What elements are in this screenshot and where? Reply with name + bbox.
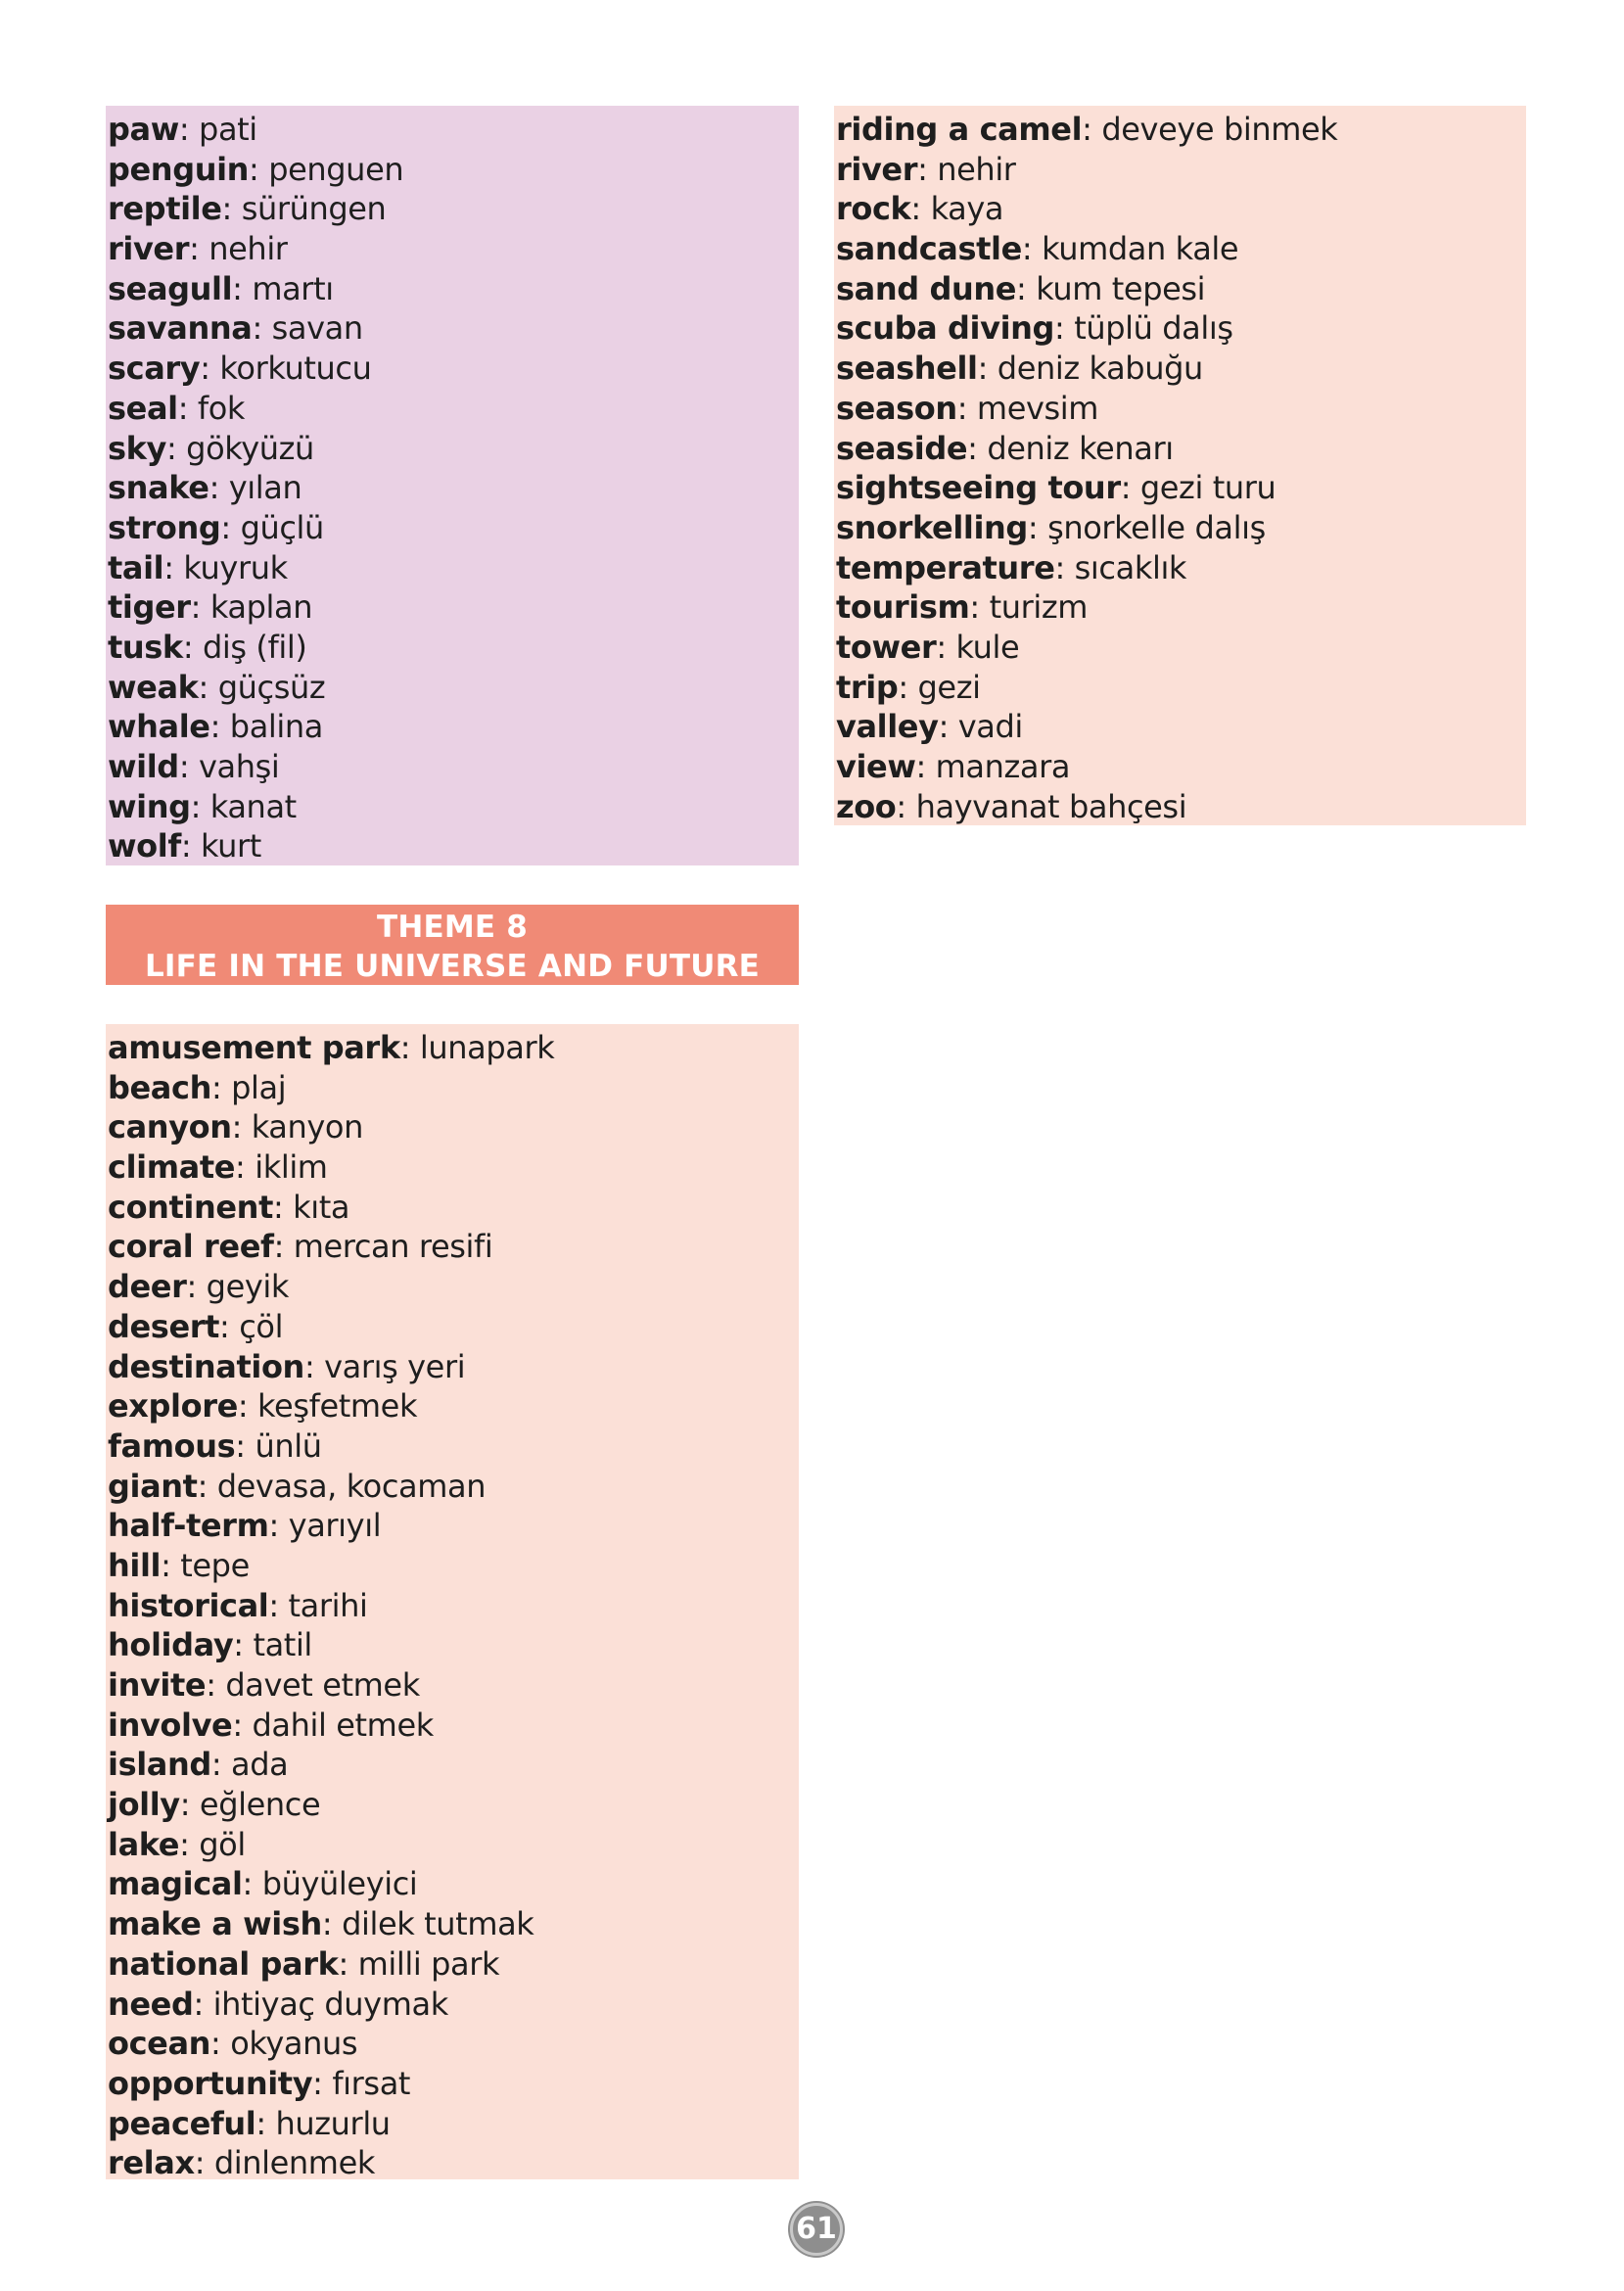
vocab-term: need xyxy=(108,1985,194,2023)
vocab-term: peaceful xyxy=(108,2104,256,2142)
vocab-term: wing xyxy=(108,787,191,825)
vocab-entry: involve: dahil etmek xyxy=(108,1706,434,1744)
vocab-entry: seashell: deniz kabuğu xyxy=(836,350,1203,388)
vocab-meaning: dilek tutmak xyxy=(342,1905,534,1943)
vocab-entry: canyon: kanyon xyxy=(108,1108,363,1146)
vocab-entry: tourism: turizm xyxy=(836,588,1089,627)
vocab-entry: explore: keşfetmek xyxy=(108,1387,418,1426)
vocab-entry: sandcastle: kumdan kale xyxy=(836,230,1239,268)
vocab-entry: weak: güçsüz xyxy=(108,668,326,706)
vocab-entry: destination: varış yeri xyxy=(108,1347,466,1385)
vocab-meaning: yılan xyxy=(228,469,302,507)
vocab-term: sightseeing tour xyxy=(836,469,1121,507)
vocab-entry: strong: güçlü xyxy=(108,508,324,546)
vocab-term: whale xyxy=(108,708,210,746)
vocab-meaning: balina xyxy=(229,708,323,746)
vocab-meaning: fok xyxy=(197,389,246,427)
vocab-entry: savanna: savan xyxy=(108,309,363,348)
vocab-entry: invite: davet etmek xyxy=(108,1666,420,1704)
vocab-term: amusement park xyxy=(108,1029,400,1066)
vocab-entry: paw: pati xyxy=(108,111,257,148)
theme-title: THEME 8 xyxy=(376,910,529,945)
vocab-term: riding a camel xyxy=(836,111,1083,148)
vocab-meaning: gezi turu xyxy=(1139,469,1276,507)
vocab-entry: historical: tarihi xyxy=(108,1586,368,1624)
vocab-term: relax xyxy=(108,2144,195,2182)
vocab-meaning: kule xyxy=(955,628,1020,666)
vocab-meaning: diş (fil) xyxy=(202,628,307,666)
vocab-term: climate xyxy=(108,1148,236,1187)
vocab-entry: peaceful: huzurlu xyxy=(108,2104,391,2142)
vocab-term: holiday xyxy=(108,1626,234,1664)
vocab-meaning: devasa, kocaman xyxy=(216,1467,487,1505)
universe-vocab-box xyxy=(106,1024,799,2182)
vocab-entry: penguin: penguen xyxy=(108,150,404,188)
vocab-term: coral reef xyxy=(108,1228,274,1266)
vocab-term: seashell xyxy=(836,350,978,388)
vocab-term: giant xyxy=(108,1467,198,1505)
vocab-term: seagull xyxy=(108,269,233,307)
vocab-entry: sightseeing tour: gezi turu xyxy=(836,469,1276,507)
vocab-entry: view: manzara xyxy=(836,748,1071,785)
vocab-entry: giant: devasa, kocaman xyxy=(108,1467,487,1505)
vocab-term: magical xyxy=(108,1865,243,1903)
vocab-term: snorkelling xyxy=(836,508,1028,546)
vocab-term: scuba diving xyxy=(836,309,1055,348)
vocab-term: historical xyxy=(108,1586,269,1624)
vocab-term: half-term xyxy=(108,1507,269,1545)
vocab-term: penguin xyxy=(108,150,250,188)
vocab-entry: scuba diving: tüplü dalış xyxy=(836,309,1233,348)
vocab-term: scary xyxy=(108,350,201,388)
vocab-meaning: iklim xyxy=(255,1148,328,1187)
vocab-meaning: deniz kabuğu xyxy=(997,350,1203,388)
vocab-entry: snorkelling: şnorkelle dalış xyxy=(836,508,1266,546)
vocab-term: invite xyxy=(108,1666,207,1704)
vocab-meaning: güçsüz xyxy=(217,668,326,706)
vocab-meaning: gökyüzü xyxy=(186,429,314,467)
vocab-term: paw xyxy=(108,111,179,148)
vocab-entry: island: ada xyxy=(108,1746,289,1784)
vocab-entry: magical: büyüleyici xyxy=(108,1865,418,1903)
vocab-term: continent xyxy=(108,1188,273,1226)
vocab-entry: valley: vadi xyxy=(836,708,1023,746)
vocab-meaning: eğlence xyxy=(199,1786,321,1824)
vocab-meaning: huzurlu xyxy=(275,2104,391,2142)
vocab-entry: riding a camel: deveye binmek xyxy=(836,111,1338,148)
vocab-entry: whale: balina xyxy=(108,708,323,746)
vocab-term: reptile xyxy=(108,190,222,228)
vocab-term: opportunity xyxy=(108,2064,313,2102)
vocab-term: sand dune xyxy=(836,269,1017,307)
vocab-term: sky xyxy=(108,429,166,467)
vocab-meaning: dinlenmek xyxy=(213,2144,375,2182)
animals-vocab-box xyxy=(106,106,799,865)
vocab-entry: tusk: diş (fil) xyxy=(108,628,307,666)
vocab-entry: river: nehir xyxy=(836,150,1016,188)
vocab-entry: seaside: deniz kenarı xyxy=(836,429,1174,467)
vocab-term: ocean xyxy=(108,2025,211,2063)
universe-vocab-list xyxy=(108,1028,799,2183)
vocab-entry: beach: plaj xyxy=(108,1068,287,1106)
vocab-term: snake xyxy=(108,469,209,507)
vocab-meaning: kıta xyxy=(293,1188,350,1226)
vocab-meaning: hayvanat bahçesi xyxy=(915,787,1187,825)
vocab-entry: scary: korkutucu xyxy=(108,350,372,388)
vocab-entry: make a wish: dilek tutmak xyxy=(108,1905,534,1943)
vocab-entry: wing: kanat xyxy=(108,787,297,825)
animals-vocab-list xyxy=(108,110,799,866)
vocab-entry: reptile: sürüngen xyxy=(108,190,387,228)
vocab-entry: wild: vahşi xyxy=(108,748,280,785)
vocab-term: river xyxy=(836,150,918,188)
vocab-entry: half-term: yarıyıl xyxy=(108,1507,382,1545)
vocab-term: involve xyxy=(108,1706,233,1744)
vocab-entry: desert: çöl xyxy=(108,1307,284,1345)
vocab-meaning: güçlü xyxy=(240,508,324,546)
vocab-term: tusk xyxy=(108,628,183,666)
vocab-meaning: ada xyxy=(231,1746,289,1784)
vocab-entry: seagull: martı xyxy=(108,269,334,307)
vocab-entry: snake: yılan xyxy=(108,469,302,507)
vocab-term: island xyxy=(108,1746,211,1784)
vocab-meaning: deveye binmek xyxy=(1101,111,1338,148)
vocab-term: tiger xyxy=(108,588,191,627)
vocab-term: jolly xyxy=(108,1786,180,1824)
vocab-entry: tail: kuyruk xyxy=(108,548,288,586)
vocab-entry: tower: kule xyxy=(836,628,1020,666)
vocab-entry: lake: göl xyxy=(108,1825,246,1863)
vocab-meaning: kumdan kale xyxy=(1042,230,1239,268)
vocab-entry: sky: gökyüzü xyxy=(108,429,314,467)
vocab-term: wild xyxy=(108,748,179,785)
theme-8-banner xyxy=(106,905,799,985)
vocab-meaning: şnorkelle dalış xyxy=(1047,508,1266,546)
vocab-meaning: davet etmek xyxy=(225,1666,420,1704)
vocab-entry: jolly: eğlence xyxy=(108,1786,321,1824)
vocab-meaning: gezi xyxy=(917,668,981,706)
vocab-entry: rock: kaya xyxy=(836,190,1004,228)
vocab-entry: coral reef: mercan resifi xyxy=(108,1228,493,1266)
vocab-term: season xyxy=(836,389,957,427)
vocab-meaning: manzara xyxy=(935,748,1071,785)
vocab-term: beach xyxy=(108,1068,211,1106)
vocab-term: seal xyxy=(108,389,178,427)
vocab-term: tail xyxy=(108,548,164,586)
vocab-meaning: kum tepesi xyxy=(1036,269,1206,307)
vocab-entry: river: nehir xyxy=(108,230,288,268)
vocab-meaning: turizm xyxy=(989,588,1089,627)
vocab-meaning: varış yeri xyxy=(324,1347,466,1385)
vocab-meaning: geyik xyxy=(206,1268,290,1306)
vocab-meaning: mercan resifi xyxy=(293,1228,493,1266)
vocab-meaning: keşfetmek xyxy=(257,1387,418,1426)
vocab-entry: amusement park: lunapark xyxy=(108,1029,555,1066)
vocab-meaning: lunapark xyxy=(419,1029,555,1066)
vocab-entry: opportunity: fırsat xyxy=(108,2064,411,2102)
vocab-entry: trip: gezi xyxy=(836,668,981,706)
vocab-term: famous xyxy=(108,1426,236,1465)
vocab-term: make a wish xyxy=(108,1905,322,1943)
vocab-entry: famous: ünlü xyxy=(108,1426,322,1465)
vocab-meaning: vadi xyxy=(957,708,1023,746)
vocab-meaning: kanat xyxy=(209,787,297,825)
vocab-term: tourism xyxy=(836,588,970,627)
vocab-entry: hill: tepe xyxy=(108,1546,250,1584)
vocab-meaning: nehir xyxy=(937,150,1016,188)
vocab-term: wolf xyxy=(108,827,181,865)
vocab-meaning: penguen xyxy=(268,150,404,188)
vocab-meaning: ihtiyaç duymak xyxy=(212,1985,448,2023)
vocab-entry: holiday: tatil xyxy=(108,1626,312,1664)
vocab-entry: wolf: kurt xyxy=(108,827,261,865)
vocab-meaning: sıcaklık xyxy=(1074,548,1187,586)
vocab-entry: need: ihtiyaç duymak xyxy=(108,1985,448,2023)
vocab-entry: zoo: hayvanat bahçesi xyxy=(836,787,1187,825)
vocab-meaning: martı xyxy=(252,269,334,307)
vocab-meaning: fırsat xyxy=(332,2064,411,2102)
vocab-meaning: büyüleyici xyxy=(261,1865,418,1903)
vocab-meaning: savan xyxy=(271,309,363,348)
vocab-meaning: yarıyıl xyxy=(288,1507,382,1545)
vocab-meaning: kaplan xyxy=(209,588,313,627)
vocab-term: savanna xyxy=(108,309,253,348)
vocab-meaning: kaya xyxy=(930,190,1004,228)
vocab-term: river xyxy=(108,230,190,268)
vocab-entry: ocean: okyanus xyxy=(108,2025,358,2063)
vocab-meaning: milli park xyxy=(357,1944,500,1983)
vocab-term: sandcastle xyxy=(836,230,1022,268)
vocab-meaning: plaj xyxy=(231,1068,287,1106)
vocab-term: valley xyxy=(836,708,939,746)
vocab-entry: continent: kıta xyxy=(108,1188,350,1226)
vocab-meaning: dahil etmek xyxy=(252,1706,434,1744)
vocab-term: destination xyxy=(108,1347,304,1385)
vocab-term: zoo xyxy=(836,787,897,825)
vocab-entry: seal: fok xyxy=(108,389,246,427)
vocab-meaning: pati xyxy=(199,111,257,148)
vocab-term: explore xyxy=(108,1387,238,1426)
vocab-term: desert xyxy=(108,1307,220,1345)
vocab-meaning: nehir xyxy=(209,230,288,268)
vocab-meaning: korkutucu xyxy=(219,350,372,388)
vocab-meaning: tatil xyxy=(253,1626,312,1664)
vocab-term: trip xyxy=(836,668,899,706)
vocab-entry: national park: milli park xyxy=(108,1944,500,1983)
vocab-term: canyon xyxy=(108,1108,232,1146)
vocab-term: seaside xyxy=(836,429,968,467)
vocab-meaning: tepe xyxy=(180,1546,250,1584)
theme-subtitle: LIFE IN THE UNIVERSE AND FUTURE xyxy=(144,949,761,984)
vocab-term: view xyxy=(836,748,916,785)
vocab-meaning: çöl xyxy=(239,1307,284,1345)
vocab-meaning: vahşi xyxy=(198,748,280,785)
vocab-entry: sand dune: kum tepesi xyxy=(836,269,1206,307)
travel-vocab-box xyxy=(834,106,1526,825)
vocab-entry: climate: iklim xyxy=(108,1148,328,1187)
vocab-meaning: sürüngen xyxy=(241,190,387,228)
vocab-term: weak xyxy=(108,668,199,706)
vocab-entry: relax: dinlenmek xyxy=(108,2144,375,2182)
vocab-term: tower xyxy=(836,628,937,666)
vocab-term: national park xyxy=(108,1944,339,1983)
vocab-meaning: kurt xyxy=(201,827,261,865)
vocab-term: strong xyxy=(108,508,221,546)
vocab-meaning: ünlü xyxy=(255,1426,322,1465)
vocab-entry: season: mevsim xyxy=(836,389,1099,427)
vocab-meaning: mevsim xyxy=(976,389,1099,427)
vocab-meaning: kuyruk xyxy=(183,548,288,586)
vocab-meaning: deniz kenarı xyxy=(987,429,1174,467)
vocab-term: temperature xyxy=(836,548,1055,586)
vocab-meaning: kanyon xyxy=(251,1108,363,1146)
page-number-badge: 61 xyxy=(790,2203,843,2256)
vocab-term: lake xyxy=(108,1825,180,1863)
travel-vocab-list xyxy=(836,110,1526,826)
vocab-term: hill xyxy=(108,1546,162,1584)
vocab-entry: temperature: sıcaklık xyxy=(836,548,1187,586)
vocab-meaning: okyanus xyxy=(230,2025,358,2063)
vocab-entry: tiger: kaplan xyxy=(108,588,313,627)
vocab-entry: deer: geyik xyxy=(108,1268,290,1306)
vocab-term: rock xyxy=(836,190,911,228)
vocab-meaning: göl xyxy=(199,1825,246,1863)
vocab-meaning: tarihi xyxy=(288,1586,368,1624)
vocab-term: deer xyxy=(108,1268,187,1306)
vocab-meaning: tüplü dalış xyxy=(1074,309,1233,348)
